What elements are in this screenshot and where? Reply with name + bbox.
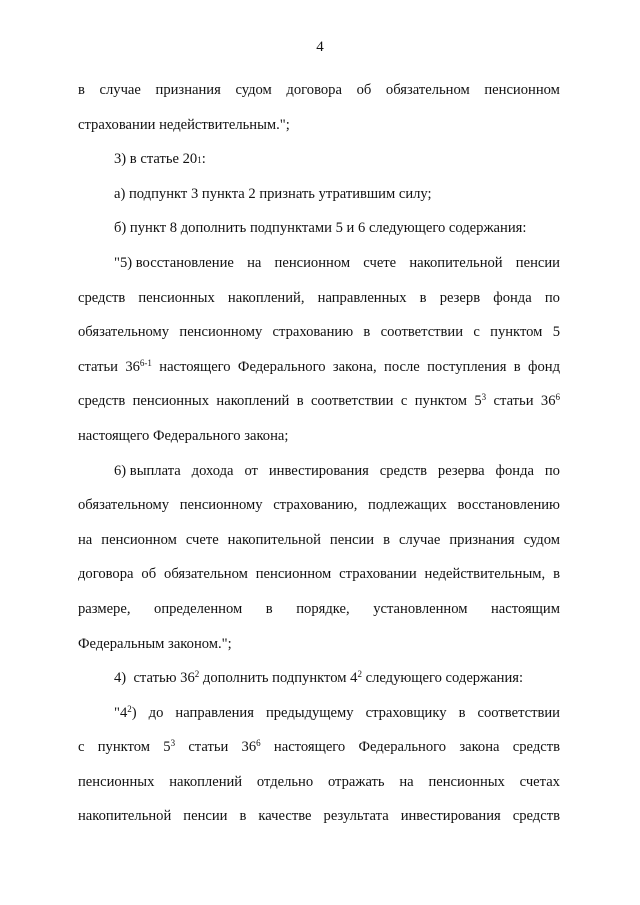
word: порядке, (296, 600, 350, 617)
word: признания (155, 82, 221, 98)
text-line (78, 108, 560, 143)
text-line (78, 281, 560, 316)
word: резерв (439, 289, 481, 306)
word: судом (523, 531, 560, 548)
word: накопительной (409, 254, 503, 271)
word: на (399, 773, 414, 790)
text-line (78, 765, 560, 800)
word: страховании (339, 566, 417, 583)
page-number: 4 (316, 39, 324, 55)
word: размере, (78, 600, 131, 617)
text-line (78, 592, 560, 627)
word: накоплений, (227, 289, 305, 306)
word: на (78, 531, 93, 548)
word: накопительной (78, 808, 172, 825)
text-line (78, 661, 560, 696)
text-line (78, 177, 560, 212)
word: фонда (493, 289, 532, 306)
text-run: настоящего Федерального закона, после поступления в фонд (151, 358, 560, 375)
word: страхованию, (273, 497, 358, 514)
text-line (78, 384, 560, 419)
word: пенсионному (179, 324, 263, 341)
word: инвестирования (400, 808, 501, 825)
word: настоящим (491, 600, 560, 617)
superscript: 6 (555, 392, 560, 403)
word: об (356, 82, 372, 98)
text-run: дополнить подпунктом 4 (199, 670, 358, 687)
text-line (78, 454, 560, 489)
word: отдельно (256, 773, 314, 790)
word: в (78, 82, 85, 98)
superscript: 2 (127, 703, 132, 714)
word: накоплений (169, 773, 243, 790)
text-run: 4) статью 36 (114, 670, 195, 687)
word: пенсионных (138, 289, 215, 306)
word: в (363, 324, 371, 341)
word: об (141, 566, 157, 583)
word: средств (379, 462, 428, 479)
text-run: статьи 36 (486, 393, 556, 410)
line-text: а) подпункт 3 пункта 2 признать утратившим силу; (114, 185, 432, 202)
text-line (78, 523, 560, 558)
line-text: б) пункт 8 дополнить подпунктами 5 и 6 следующего содержания: (114, 220, 527, 237)
word: пенсионных (428, 773, 505, 790)
word: по (544, 462, 560, 479)
superscript: 3 (481, 392, 487, 403)
word: накопительной (227, 531, 321, 548)
word: договора (78, 566, 134, 583)
superscript: 2 (357, 669, 362, 680)
word: обязательному (78, 497, 170, 514)
word: случае (99, 82, 141, 98)
line-text (114, 696, 560, 731)
text-run: статьи 36 (78, 358, 140, 375)
word: подлежащих (368, 497, 447, 514)
word: восстановлению (457, 497, 560, 514)
word: качестве (258, 808, 312, 825)
word: счетах (519, 773, 560, 790)
text-run: следующего содержания: (361, 670, 524, 687)
word: средств (512, 808, 560, 825)
word: 5 (552, 324, 560, 341)
word: резерва (437, 462, 485, 479)
word: пенсионному (179, 497, 263, 514)
word: 6) выплата (114, 462, 181, 479)
text-line (78, 730, 560, 765)
text-run: статьи 36 (175, 739, 257, 756)
text-run: "4 (114, 704, 128, 721)
text-line (78, 799, 560, 834)
word: инвестирования (268, 462, 369, 479)
line-text: : (201, 151, 206, 168)
line-text (114, 661, 523, 696)
text-line (78, 315, 560, 350)
word: определенном (154, 600, 243, 617)
word: пенсии (515, 254, 560, 271)
word: пенсионном (484, 82, 560, 98)
word: недействительным, (424, 566, 546, 583)
word: на (247, 254, 262, 271)
text-line (78, 211, 560, 246)
word: случае (399, 531, 441, 548)
text-run: настоящего Федерального закона средств (260, 739, 560, 756)
word: от (244, 462, 258, 479)
word: в (265, 600, 273, 617)
word: в (553, 566, 560, 583)
word: в (239, 808, 247, 825)
word: дохода (191, 462, 234, 479)
word: судом (235, 82, 272, 98)
word: фонда (495, 462, 534, 479)
text-line (78, 73, 560, 108)
word: счете (363, 254, 397, 271)
line-text: Федеральным законом."; (78, 635, 232, 652)
word: по (544, 289, 560, 306)
word: обязательном (164, 566, 248, 583)
word: соответствии (380, 324, 464, 341)
line-text (78, 730, 560, 765)
text-run: с пунктом 5 (78, 739, 171, 756)
word: обязательному (78, 324, 170, 341)
text-line (78, 488, 560, 523)
word: пенсии (183, 808, 228, 825)
text-line (78, 419, 560, 454)
word: направленных (317, 289, 407, 306)
word: пенсионном (255, 566, 332, 583)
word: установленном (373, 600, 468, 617)
superscript: 2 (194, 669, 200, 680)
superscript: 3 (170, 738, 176, 749)
word: в (419, 289, 427, 306)
line-text (78, 384, 560, 419)
text-line (78, 696, 560, 731)
word: пенсионном (101, 531, 177, 548)
word: отражать (327, 773, 385, 790)
superscript: 6 (256, 738, 261, 749)
word: договора (286, 82, 342, 98)
text-line (78, 246, 560, 281)
word: в (383, 531, 391, 548)
document-body (78, 73, 560, 834)
text-line (78, 557, 560, 592)
word: страхованию (272, 324, 354, 341)
line-text: страховании недействительным."; (78, 116, 290, 133)
text-line: 3) в статье 20 1 : (78, 142, 560, 177)
word: "5) восстановление (114, 254, 234, 271)
word: признания (449, 531, 515, 548)
text-line (78, 627, 560, 662)
text-run: средств пенсионных накоплений в соответствии с пунктом 5 (78, 393, 482, 410)
word: пунктом (490, 324, 543, 341)
word: счете (185, 531, 219, 548)
line-text: настоящего Федерального закона; (78, 427, 289, 444)
word: результата (323, 808, 389, 825)
text-line (78, 350, 560, 385)
word: пенсионных (78, 773, 155, 790)
word: обязательном (385, 82, 470, 98)
text-run: ) до направления предыдущему страховщику в соответствии (131, 704, 560, 721)
word: пенсионном (274, 254, 351, 271)
superscript: 6-1 (139, 357, 152, 368)
word: с (473, 324, 480, 341)
line-text (78, 350, 560, 385)
word: средств (78, 289, 126, 306)
line-text: 3) в статье 20 (114, 151, 198, 168)
word: пенсии (329, 531, 375, 548)
